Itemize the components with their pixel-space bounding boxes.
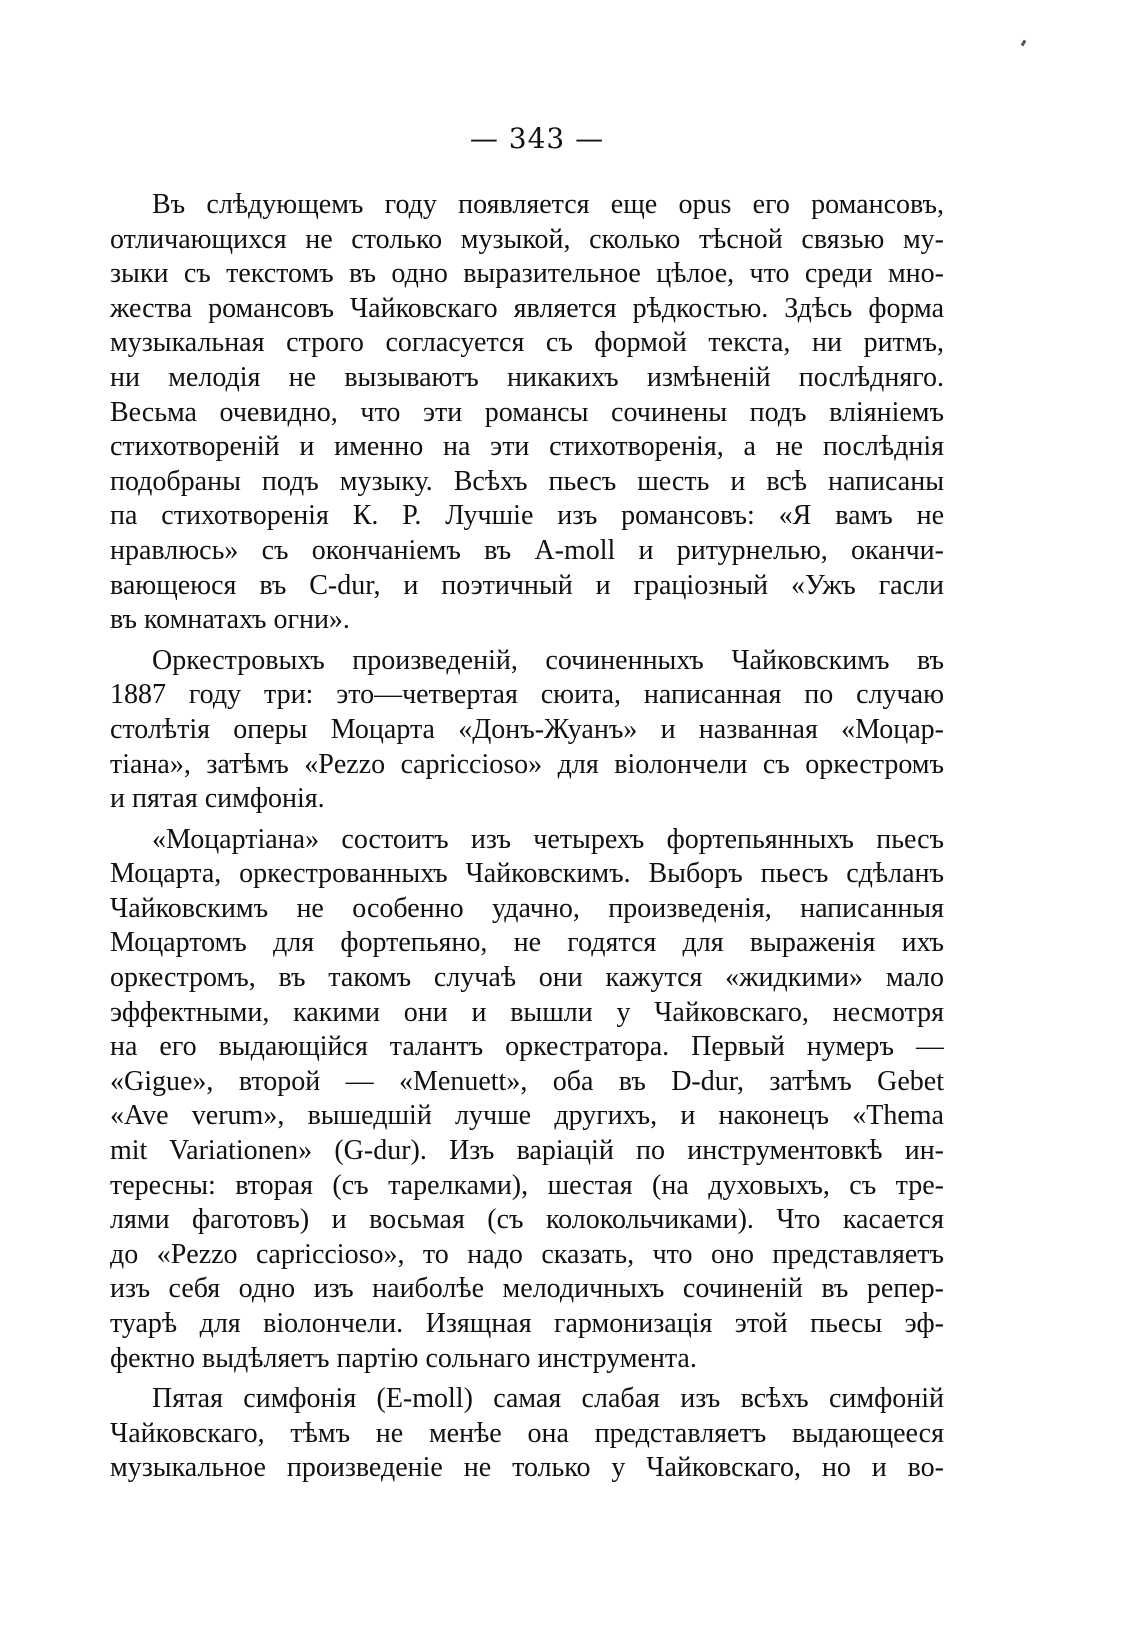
text-line: подобраны подъ музыку. Всѣхъ пьесъ шесть и всѣ написаны: [110, 465, 944, 497]
text-line: фектно выдѣляетъ партію сольнаго инструмента.: [110, 1342, 697, 1374]
scan-speck: [1021, 40, 1027, 47]
text-line: «Gigue», второй — «Menuett», оба въ D-dur, затѣмъ Gebet: [110, 1065, 944, 1097]
text-line: Пятая симфонія (E-moll) самая слабая изъ всѣхъ симфоній: [152, 1383, 944, 1415]
text-line: «Ave verum», вышедшій лучше другихъ, и наконецъ «Thema: [110, 1100, 944, 1132]
text-line: mit Variationen» (G-dur). Изъ варіацій по инструментовкѣ ин-: [110, 1135, 944, 1167]
text-line: стихотвореній и именно на эти стихотворенія, а не послѣднія: [110, 431, 944, 463]
text-line: тіана», затѣмъ «Pezzo capriccioso» для віолончели съ оркестромъ: [110, 748, 944, 780]
text-line: Моцарта, оркестрованныхъ Чайковскимъ. Выборъ пьесъ сдѣланъ: [110, 858, 944, 890]
text-line: эффектными, какими они и вышли у Чайковскаго, несмотря: [110, 996, 944, 1028]
text-line: отличающихся не столько музыкой, сколько тѣсной связью му-: [110, 223, 944, 255]
text-line: Моцартомъ для фортепьяно, не годятся для выраженія ихъ: [110, 927, 944, 959]
text-line: вающеюся въ C-dur, и поэтичный и граціозный «Ужъ гасли: [110, 569, 944, 601]
text-line: ни мелодія не вызываютъ никакихъ измѣненій послѣдняго.: [110, 361, 944, 393]
paragraph: [110, 188, 944, 638]
text-line: па стихотворенія К. Р. Лучшіе изъ романсовъ: «Я вамъ не: [110, 500, 944, 532]
page-number: — 343 —: [469, 122, 605, 155]
text-line: Оркестровыхъ произведеній, сочиненныхъ Чайковскимъ въ: [152, 644, 944, 676]
text-line: до «Pezzo capriccioso», то надо сказать, что оно представляетъ: [110, 1238, 944, 1270]
text-line: жества романсовъ Чайковскаго является рѣдкостью. Здѣсь форма: [110, 292, 944, 324]
text-line: изъ себя одно изъ наиболѣе мелодичныхъ сочиненій въ репер-: [110, 1273, 944, 1305]
text-line: тересны: вторая (съ тарелками), шестая (на духовыхъ, съ тре-: [110, 1169, 944, 1201]
text-line: на его выдающійся талантъ оркестратора. Первый нумеръ —: [110, 1031, 944, 1063]
text-line: «Моцартіана» состоитъ изъ четырехъ фортепьянныхъ пьесъ: [152, 823, 944, 855]
text-line: Чайковскаго, тѣмъ не менѣе она представляетъ выдающееся: [110, 1417, 944, 1449]
text-line: оркестромъ, въ такомъ случаѣ они кажутся «жидкими» мало: [110, 962, 944, 994]
text-line: туарѣ для віолончели. Изящная гармонизація этой пьесы эф-: [110, 1308, 944, 1339]
text-line: и пятая симфонія.: [110, 783, 325, 815]
text-line: музыкальное произведеніе не только у Чайковскаго, но и во-: [110, 1452, 944, 1484]
paragraph: [110, 1382, 944, 1486]
text-line: 1887 году три: это—четвертая сюита, написанная по случаю: [110, 679, 944, 711]
text-line: музыкальная строго согласуется съ формой текста, ни ритмъ,: [110, 327, 944, 359]
text-line: зыки съ текстомъ въ одно выразительное цѣлое, что среди мно-: [110, 258, 944, 290]
body-text: [110, 188, 944, 1486]
paragraph: [110, 823, 944, 1377]
text-line: столѣтія оперы Моцарта «Донъ-Жуанъ» и названная «Моцар-: [110, 713, 944, 745]
text-line: лями фаготовъ) и восьмая (съ колокольчиками). Что касается: [110, 1204, 944, 1236]
text-line: Весьма очевидно, что эти романсы сочинены подъ вліяніемъ: [110, 396, 944, 428]
text-line: нравлюсь» съ окончаніемъ въ A-moll и ритурнелью, оканчи-: [110, 534, 944, 566]
text-line: въ комнатахъ огни».: [110, 604, 350, 636]
text-line: Въ слѣдующемъ году появляется еще opus его романсовъ,: [152, 189, 944, 220]
text-line: Чайковскимъ не особенно удачно, произведенія, написанныя: [110, 892, 944, 924]
paragraph: [110, 644, 944, 817]
